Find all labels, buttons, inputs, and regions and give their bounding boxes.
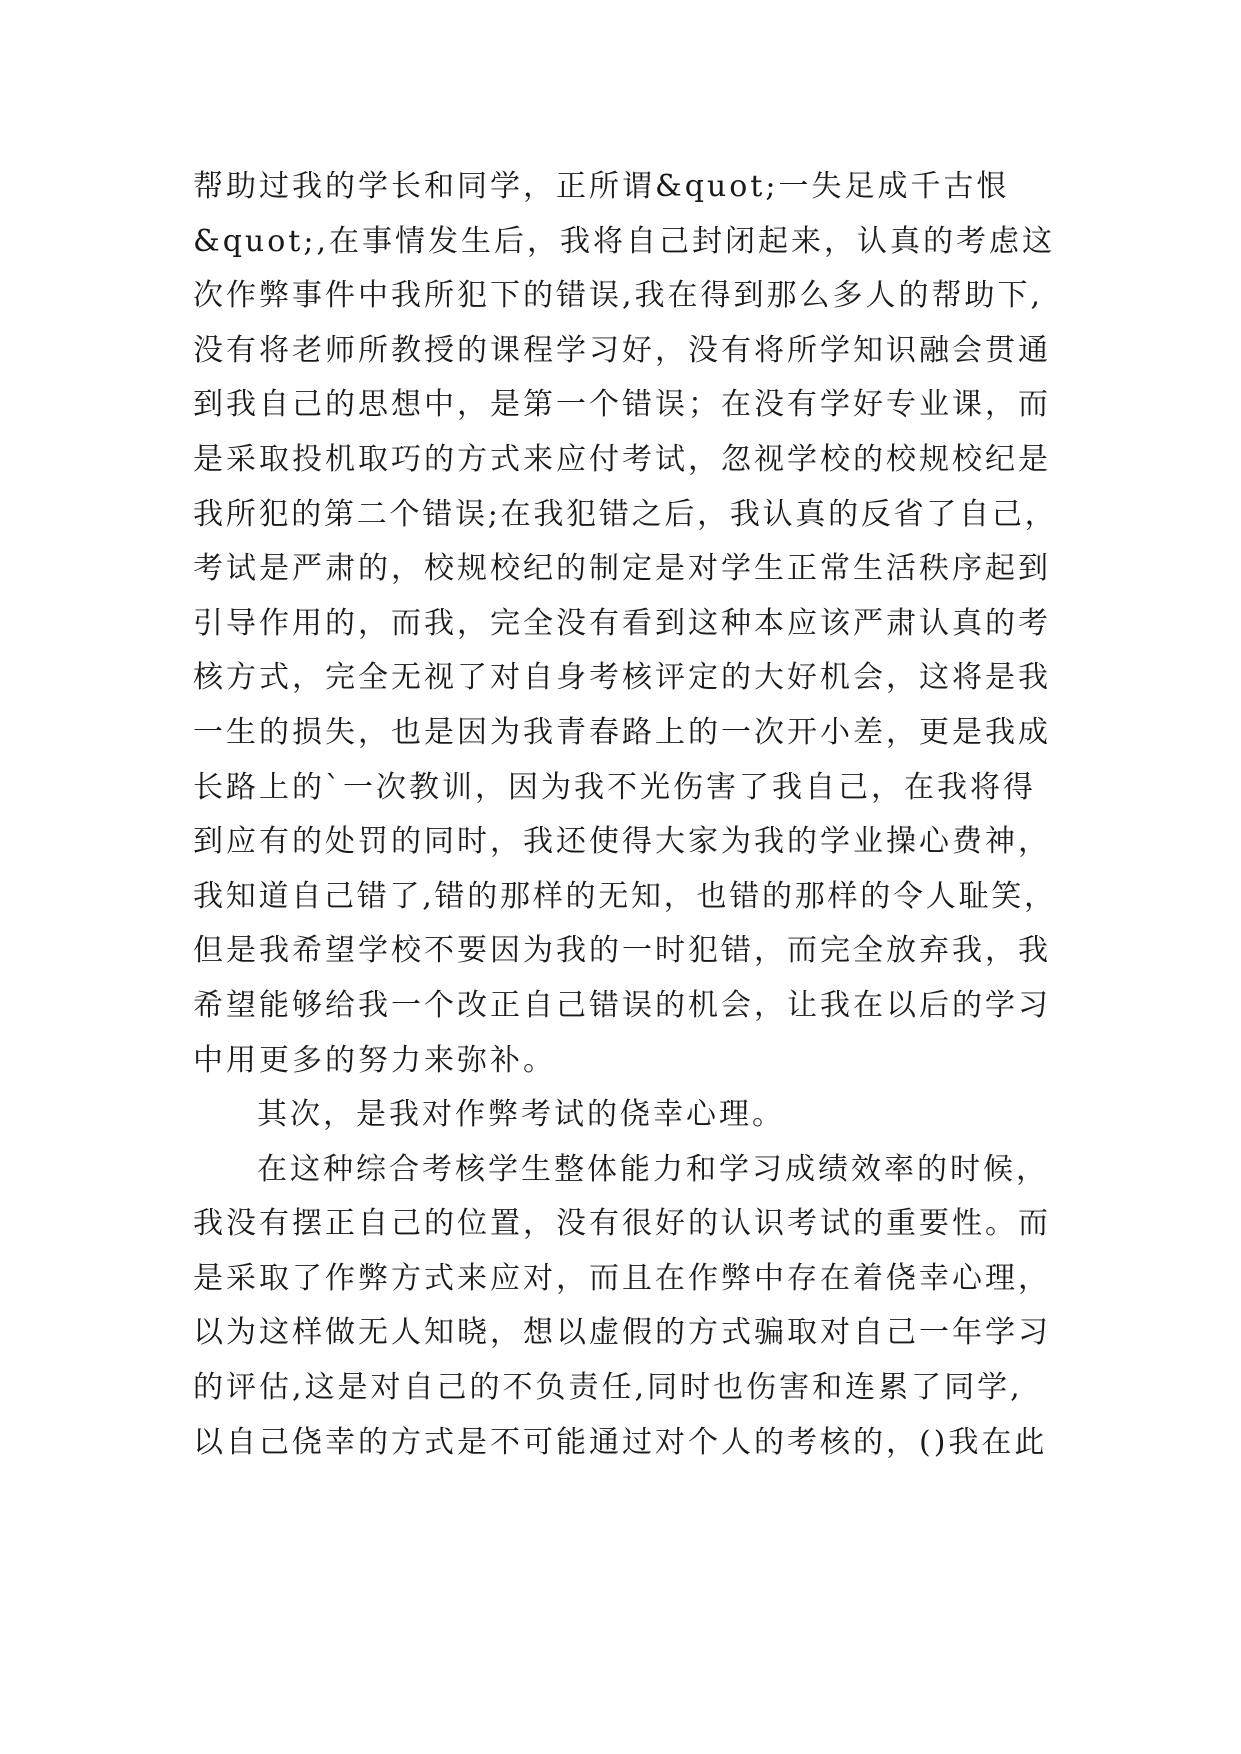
- text-line: 长路上的`一次教训，因为我不光伤害了我自己，在我将得: [193, 769, 1036, 805]
- text-line: 中用更多的努力来弥补。: [193, 1042, 556, 1078]
- paragraph-heading: 其次，是我对作弊考试的侥幸心理。: [257, 1097, 785, 1133]
- text-line: 希望能够给我一个改正自己错误的机会，让我在以后的学习: [193, 987, 1051, 1023]
- body-text: [193, 160, 1063, 1470]
- text-line: 没有将老师所教授的课程学习好，没有将所学知识融会贯通: [193, 332, 1051, 368]
- text-line: 核方式，完全无视了对自身考核评定的大好机会，这将是我: [193, 660, 1051, 696]
- text-line: 帮助过我的学长和同学，正所谓&quot;一失足成千古恨: [193, 169, 1010, 204]
- text-line: 到我自己的思想中，是第一个错误；在没有学好专业课，而: [193, 387, 1051, 423]
- text-line: 以为这样做无人知晓，想以虚假的方式骗取对自己一年学习: [193, 1315, 1051, 1351]
- text-line: 我所犯的第二个错误;在我犯错之后，我认真的反省了自己，: [193, 496, 1058, 532]
- text-line: 是采取投机取巧的方式来应付考试，忽视学校的校规校纪是: [193, 441, 1051, 477]
- text-line: 一生的损失，也是因为我青春路上的一次开小差，更是我成: [193, 714, 1051, 750]
- text-line: 我知道自己错了,错的那样的无知，也错的那样的令人耻笑，: [193, 878, 1057, 914]
- text-line: 引导作用的，而我，完全没有看到这种本应该严肃认真的考: [193, 605, 1051, 641]
- text-line: 次作弊事件中我所犯下的错误,我在得到那么多人的帮助下,: [193, 278, 1044, 314]
- text-line: 是采取了作弊方式来应对，而且在作弊中存在着侥幸心理，: [193, 1260, 1051, 1296]
- text-line: 我没有摆正自己的位置，没有很好的认识考试的重要性。而: [193, 1206, 1051, 1242]
- text-line: 到应有的处罚的同时，我还使得大家为我的学业操心费神，: [193, 824, 1051, 860]
- text-line: &quot;,在事情发生后，我将自己封闭起来，认真的考虑这: [193, 223, 1055, 259]
- text-line: 以自己侥幸的方式是不可能通过对个人的考核的，()我在此: [193, 1424, 1048, 1460]
- text-line: 的评估,这是对自己的不负责任,同时也伤害和连累了同学,: [193, 1370, 1023, 1406]
- text-line: 在这种综合考核学生整体能力和学习成绩效率的时候，: [257, 1151, 1049, 1187]
- text-line: 考试是严肃的，校规校纪的制定是对学生正常生活秩序起到: [193, 551, 1051, 587]
- text-line: 但是我希望学校不要因为我的一时犯错，而完全放弃我，我: [193, 933, 1051, 969]
